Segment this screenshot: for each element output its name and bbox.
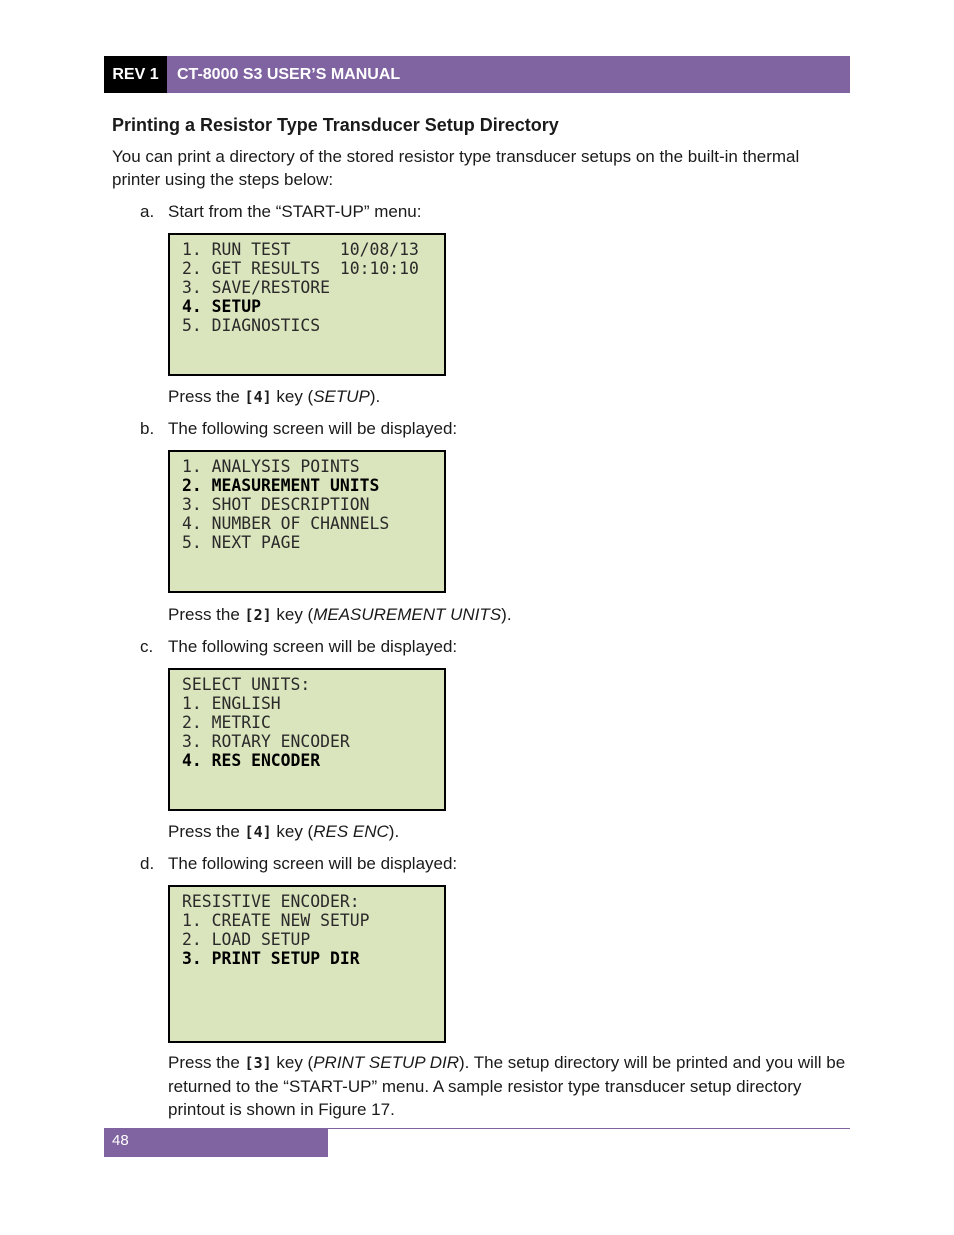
- step-letter: c.: [140, 637, 154, 656]
- press-instruction-d: [168, 1051, 848, 1121]
- section-title: Printing a Resistor Type Transducer Setup Directory: [112, 115, 559, 135]
- lcd-line: 5. DIAGNOSTICS: [182, 316, 321, 335]
- press-mid: key (: [271, 605, 314, 624]
- press-mid: key (: [271, 822, 314, 841]
- step-text: Start from the “START-UP” menu:: [168, 202, 422, 221]
- lcd-line: 1. CREATE NEW SETUP: [182, 911, 370, 930]
- lcd-line: 3. ROTARY ENCODER: [182, 732, 350, 751]
- key-label: [4]: [244, 823, 272, 841]
- press-suffix: ).: [369, 387, 381, 406]
- press-prefix: Press the: [168, 822, 245, 841]
- lcd-line: 2. LOAD SETUP: [182, 930, 311, 949]
- press-prefix: Press the: [168, 1053, 245, 1072]
- press-prefix: Press the: [168, 605, 245, 624]
- step-a: [140, 200, 422, 223]
- intro-paragraph: You can print a directory of the stored resistor type transducer setups on the built-in thermal printer using the steps below:: [112, 147, 800, 189]
- lcd-line: 5. NEXT PAGE: [182, 533, 301, 552]
- key-label: [3]: [244, 1054, 272, 1072]
- lcd-line: 3. SHOT DESCRIPTION: [182, 495, 370, 514]
- menu-option-label: MEASUREMENT UNITS: [313, 605, 502, 624]
- step-letter: a.: [140, 202, 155, 221]
- press-instruction-a: [168, 385, 848, 409]
- lcd-screen-setup: [168, 450, 446, 593]
- step-text: The following screen will be displayed:: [168, 419, 458, 438]
- step-text: The following screen will be displayed:: [168, 854, 458, 873]
- step-letter: b.: [140, 419, 155, 438]
- step-d: [140, 852, 457, 875]
- press-prefix: Press the: [168, 387, 245, 406]
- menu-option-label: RES ENC: [313, 822, 389, 841]
- lcd-line: 1. ENGLISH: [182, 694, 281, 713]
- lcd-screen-select-units: [168, 668, 446, 811]
- key-label: [2]: [244, 606, 272, 624]
- lcd-screen-startup: [168, 233, 446, 376]
- lcd-line: 2. METRIC: [182, 713, 271, 732]
- press-instruction-c: [168, 820, 848, 844]
- lcd-line: 3. SAVE/RESTORE: [182, 278, 331, 297]
- lcd-line: 1. RUN TEST 10/08/13: [182, 240, 419, 259]
- menu-option-label: PRINT SETUP DIR: [313, 1053, 459, 1072]
- press-suffix: ).: [501, 605, 512, 624]
- lcd-line-selected: 3. PRINT SETUP DIR: [182, 949, 360, 968]
- press-mid: key (: [271, 387, 314, 406]
- menu-option-label: SETUP: [313, 387, 370, 406]
- lcd-line: SELECT UNITS:: [182, 675, 311, 694]
- lcd-screen-resistive-encoder: [168, 885, 446, 1043]
- manual-title: CT-8000 S3 USER’S MANUAL: [177, 66, 401, 83]
- lcd-line: RESISTIVE ENCODER:: [182, 892, 360, 911]
- lcd-line: 1. ANALYSIS POINTS: [182, 457, 360, 476]
- step-c: [140, 635, 457, 658]
- lcd-line-selected: 4. RES ENCODER: [182, 751, 321, 770]
- lcd-line-selected: 2. MEASUREMENT UNITS: [182, 476, 380, 495]
- press-suffix: ). The setup directory will be printed and you will be returned to the “START-UP” menu. A sample resistor type transducer setup directory printout is shown in Figure 17.: [168, 1053, 846, 1119]
- revision-label: REV 1: [104, 56, 167, 93]
- step-b: [140, 417, 457, 440]
- press-instruction-b: [168, 603, 848, 627]
- step-text: The following screen will be displayed:: [168, 637, 458, 656]
- step-letter: d.: [140, 854, 155, 873]
- page-number: 48: [104, 1128, 328, 1157]
- press-mid: key (: [271, 1053, 314, 1072]
- lcd-line: 2. GET RESULTS 10:10:10: [182, 259, 419, 278]
- lcd-line: 4. NUMBER OF CHANNELS: [182, 514, 390, 533]
- press-suffix: ).: [388, 822, 400, 841]
- key-label: [4]: [244, 388, 272, 406]
- lcd-line-selected: 4. SETUP: [182, 297, 261, 316]
